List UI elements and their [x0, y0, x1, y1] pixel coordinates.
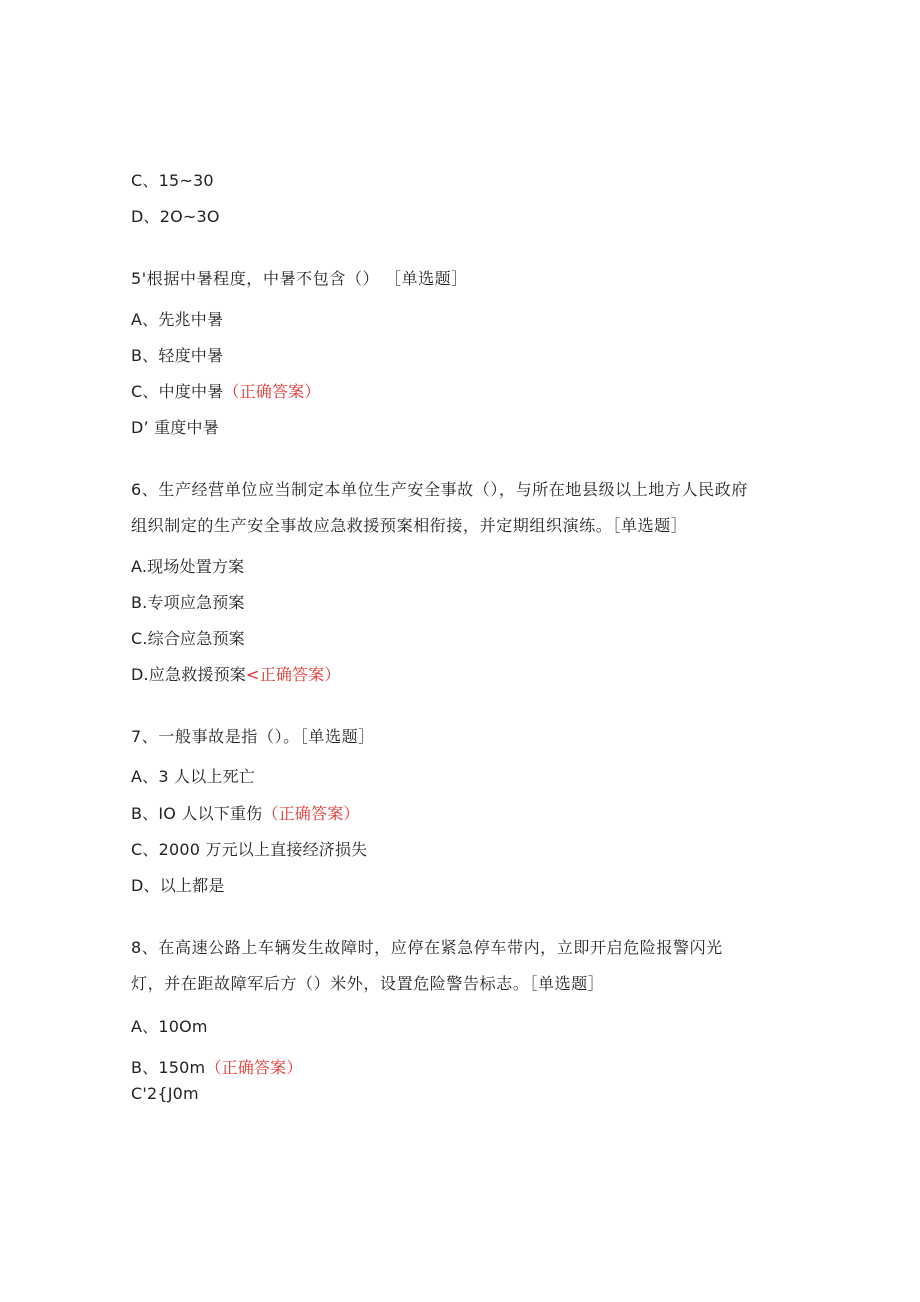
q8-option-c: C'2{J0m [131, 1084, 199, 1103]
q6-option-b: B.专项应急预案 [131, 593, 245, 612]
q6-option-c: C.综合应急预案 [131, 629, 245, 648]
q6-option-d-text: D.应急救援预案 [131, 665, 247, 684]
q7-option-c: C、2000 万元以上直接经济损失 [131, 840, 368, 859]
q5-question: 5'根据中暑程度，中暑不包含（） ［单选题］ [131, 269, 468, 288]
q8-question-line-2: 灯，并在距故障军后方（）米外，设置危险警告标志。［单选题］ [131, 974, 605, 993]
q6-question-line-2: 组织制定的生产安全事故应急救援预案相衔接，并定期组织演练。［单选题］ [131, 516, 688, 535]
q8-option-a: A、10Om [131, 1017, 208, 1036]
q7-correct-answer-mark: （正确答案） [262, 804, 360, 823]
q4-option-c: C、15~30 [131, 171, 214, 190]
q8-option-b-text: B、150m [131, 1058, 206, 1077]
q5-option-d: D’ 重度中暑 [131, 418, 219, 437]
q7-option-b [131, 804, 360, 824]
q5-option-c [131, 382, 321, 402]
q6-question-line-1: 6、生产经营单位应当制定本单位生产安全事故（），与所在地县级以上地方人民政府 [131, 480, 748, 499]
q7-option-a: A、3 人以上死亡 [131, 767, 256, 786]
q8-correct-answer-mark: （正确答案） [205, 1058, 303, 1077]
q6-option-a: A.现场处置方案 [131, 557, 245, 576]
q4-option-d: D、2O~3O [131, 207, 220, 226]
q6-correct-answer-mark: <正确答案） [246, 665, 341, 684]
q5-option-b: B、轻度中暑 [131, 346, 224, 365]
q8-question-line-1: 8、在高速公路上车辆发生故障时，应停在紧急停车带内，立即开启危险报警闪光 [131, 938, 723, 957]
q7-option-b-text: B、IO 人以下重伤 [131, 804, 263, 823]
q6-option-d [131, 665, 341, 685]
q7-question: 7、一般事故是指（）。［单选题］ [131, 727, 375, 746]
q5-option-c-text: C、中度中暑 [131, 382, 224, 401]
q8-option-b [131, 1058, 303, 1078]
q5-option-a: A、先兆中暑 [131, 310, 224, 329]
q7-option-d: D、以上都是 [131, 876, 225, 895]
q5-correct-answer-mark: （正确答案） [223, 382, 321, 401]
